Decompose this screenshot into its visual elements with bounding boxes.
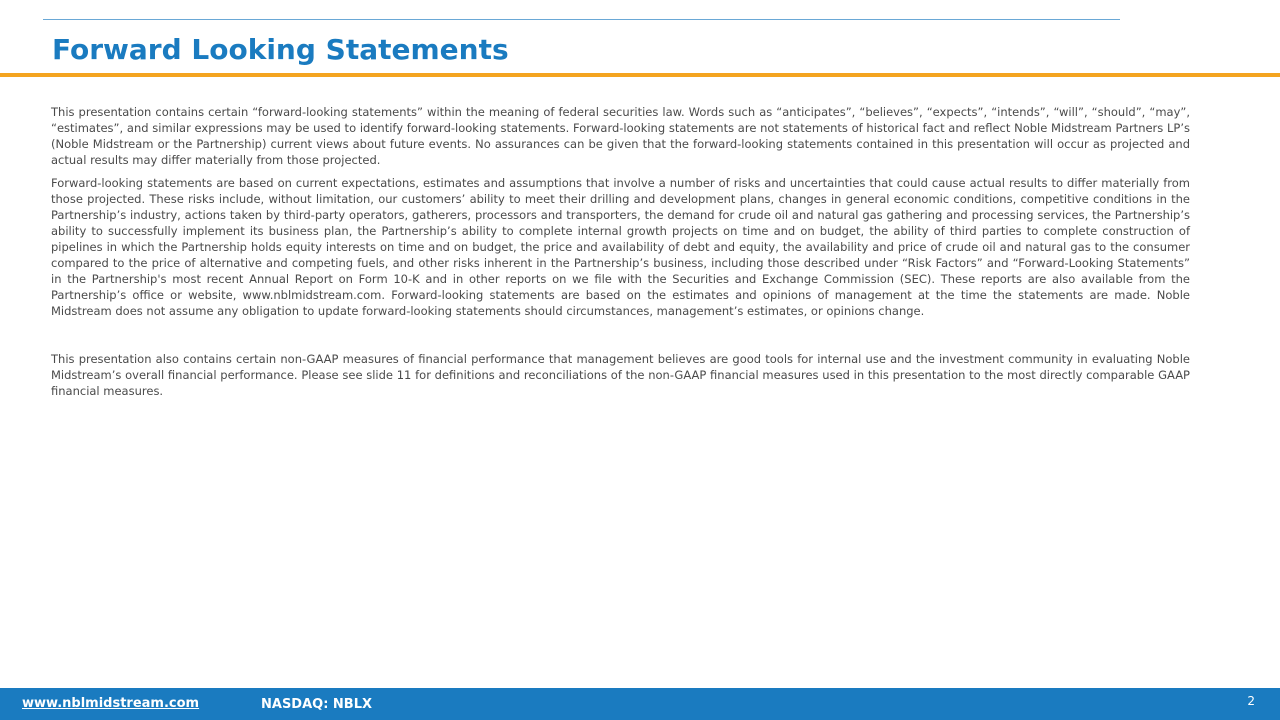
paragraph-risk-factors: Forward-looking statements are based on current expectations, estimates and assumptions that involve a number of risks and uncertainties that could cause actual results to differ materially from those projected. These risks include, without limitation, our customers’ ability to meet their drilling and development plans, changes in general economic conditions, competitive conditions in the Partnership’s industry, actions taken by third-party operators, gatherers, processors and transporters, the demand for crude oil and natural gas gathering and processing services, the Partnership’s ability to successfully implement its business plan, the Partnership’s ability to complete internal growth projects on time and on budget, the ability of third parties to complete construction of pipelines in which the Partnership holds equity interests on time and on budget, the price and availability of debt and equity, the availability and price of crude oil and natural gas to the consumer compared to the price of alternative and competing fuels, and other risks inherent in the Partnership’s business, including those described under “Risk Factors” and “Forward-Looking Statements” in the Partnership's most recent Annual Report on Form 10-K and in other reports on we file with the Securities and Exchange Commission (SEC). These reports are also available from the Partnership’s office or website, www.nblmidstream.com. Forward-looking statements are based on the estimates and opinions of management at the time the statements are made. Noble Midstream does not assume any obligation to update forward-looking statements should circumstances, management’s estimates, or opinions change. [51, 176, 1190, 318]
top-divider-line [43, 19, 1120, 20]
page-title: Forward Looking Statements [52, 33, 509, 66]
disclaimer-body [51, 104, 1190, 399]
page-number: 2 [1247, 694, 1255, 708]
paragraph-forward-looking-intro: This presentation contains certain “forward-looking statements” within the meaning of federal securities law. Words such as “anticipates”, “believes”, “expects”, “intends”, “will”, “should”, “may”, “estimates”, and similar expressions may be used to identify forward-looking statements. Forward-looking statements are not statements of historical fact and reflect Noble Midstream Partners LP’s (Noble Midstream or the Partnership) current views about future events. No assurances can be given that the forward-looking statements contained in this presentation will occur as projected and actual results may differ materially from those projected. [51, 105, 1190, 167]
footer-ticker: NASDAQ: NBLX [261, 697, 373, 712]
title-underline-accent [0, 73, 1280, 77]
paragraph-non-gaap: This presentation also contains certain non-GAAP measures of financial performance that management believes are good tools for internal use and the investment community in evaluating Noble Midstream’s overall financial performance. Please see slide 11 for definitions and reconciliations of the non-GAAP financial measures used in this presentation to the most directly comparable GAAP financial measures. [51, 352, 1190, 398]
footer-bar [0, 688, 1280, 720]
footer-website-link[interactable]: www.nblmidstream.com [22, 696, 200, 711]
